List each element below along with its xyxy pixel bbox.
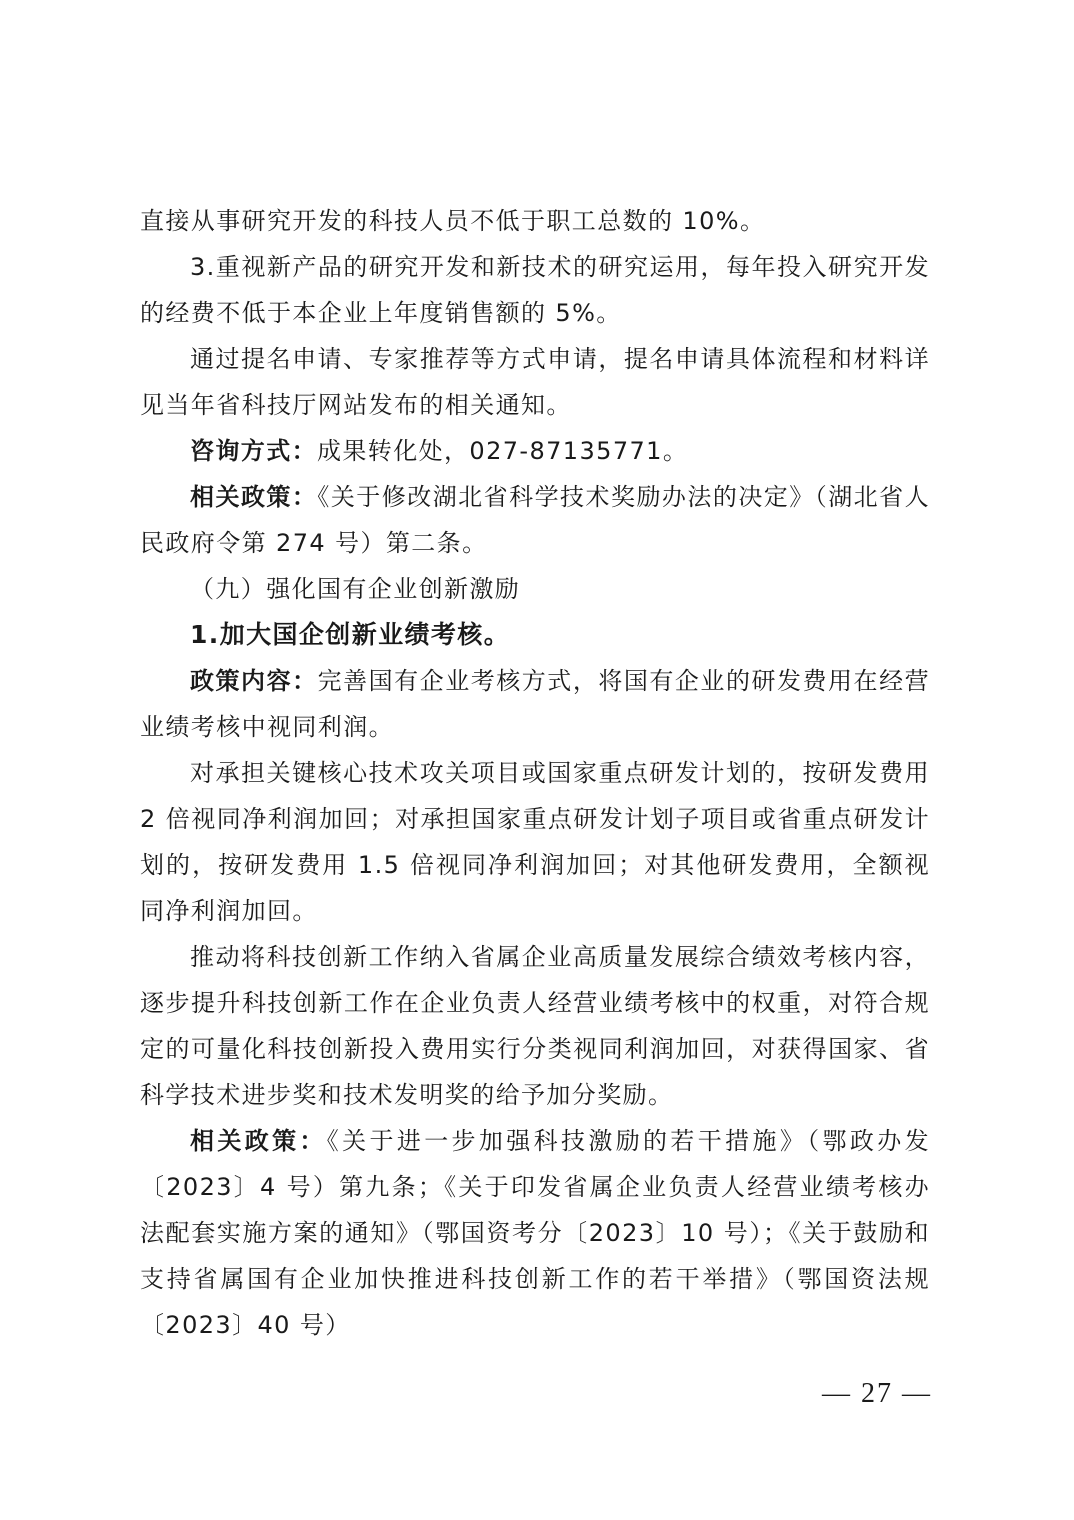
- section-heading-soe-incentive: [140, 566, 930, 612]
- paragraph-text: 通过提名申请、专家推荐等方式申请，提名申请具体流程和材料详见当年省科技厅网站发布的相关通知。: [140, 345, 930, 419]
- paragraph-text: 推动将科技创新工作纳入省属企业高质量发展综合绩效考核内容，逐步提升科技创新工作在企业负责人经营业绩考核中的权重，对符合规定的可量化科技创新投入费用实行分类视同利润加回，对获得国家、省科学技术进步奖和技术发明奖的给予加分奖励。: [140, 943, 930, 1109]
- related-policy-label: 相关政策：: [190, 483, 318, 511]
- related-policy-label: 相关政策：: [190, 1127, 327, 1155]
- subheading-text: 1.加大国企创新业绩考核。: [190, 620, 511, 649]
- paragraph-consultation: [140, 428, 930, 474]
- paragraph-application-method: [140, 336, 930, 428]
- paragraph-text: 直接从事研究开发的科技人员不低于职工总数的 10%。: [140, 207, 766, 235]
- paragraph-researcher-ratio: [140, 198, 930, 244]
- paragraph-text: 对承担关键核心技术攻关项目或国家重点研发计划的，按研发费用 2 倍视同净利润加回；对承担国家重点研发计划子项目或省重点研发计划的，按研发费用 1.5 倍视同净利润加回；对其他研发费用，全额视同净利润加回。: [140, 759, 930, 925]
- paragraph-text: 3.重视新产品的研究开发和新技术的研究运用，每年投入研究开发的经费不低于本企业上年度销售额的 5%。: [140, 253, 930, 327]
- paragraph-related-policy-soe: [140, 1118, 930, 1348]
- paragraph-related-policy-award: [140, 474, 930, 566]
- paragraph-policy-content: [140, 658, 930, 750]
- paragraph-rd-addback-rules: [140, 750, 930, 934]
- page-number: — 27 —: [822, 1378, 932, 1409]
- consultation-label: 咨询方式：: [190, 437, 317, 465]
- policy-content-text: 完善国有企业考核方式，将国有企业的研发费用在经营业绩考核中视同利润。: [140, 667, 930, 741]
- section-heading-text: （九）强化国有企业创新激励: [190, 575, 521, 603]
- related-policy-text: 《关于修改湖北省科学技术奖励办法的决定》（湖北省人民政府令第 274 号）第二条。: [140, 483, 931, 557]
- document-body: [140, 198, 930, 1348]
- subheading-soe-assessment: [140, 612, 930, 658]
- consultation-contact: 成果转化处，027-87135771。: [317, 437, 689, 465]
- policy-content-label: 政策内容：: [190, 667, 318, 695]
- paragraph-assessment-promotion: [140, 934, 930, 1118]
- paragraph-rd-investment: [140, 244, 930, 336]
- related-policy-text: 《关于进一步加强科技激励的若干措施》（鄂政办发〔2023〕4 号）第九条；《关于印发省属企业负责人经营业绩考核办法配套实施方案的通知》（鄂国资考分〔2023〕10 号）；《关于鼓励和支持省属国有企业加快推进科技创新工作的若干举措》（鄂国资法规〔2023〕40 号）: [140, 1127, 930, 1339]
